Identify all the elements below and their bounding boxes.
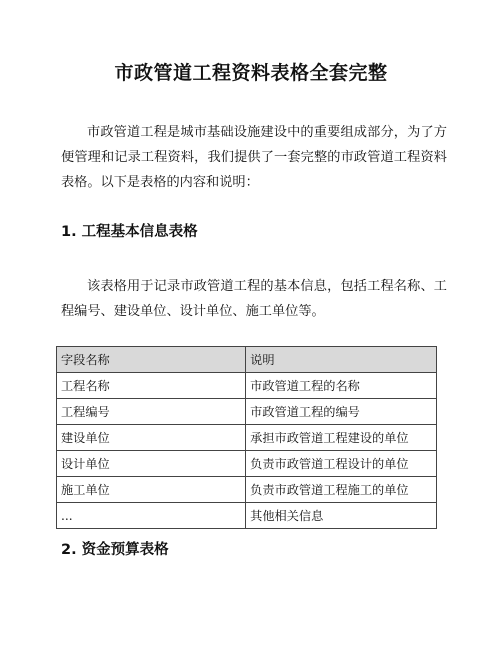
column-header-description: 说明	[246, 347, 437, 373]
section-heading-basic-info: 1. 工程基本信息表格	[61, 224, 198, 240]
table-cell-field: 工程名称	[57, 373, 246, 399]
section-heading-budget: 2. 资金预算表格	[61, 542, 169, 558]
table-row	[57, 373, 437, 399]
table-cell-description: 负责市政管道工程施工的单位	[246, 477, 437, 503]
table-row	[57, 477, 437, 503]
table-cell-description: 负责市政管道工程设计的单位	[246, 451, 437, 477]
table-header-row	[57, 347, 437, 373]
table-cell-description: 市政管道工程的编号	[246, 399, 437, 425]
table-row	[57, 425, 437, 451]
table-cell-field: 工程编号	[57, 399, 246, 425]
table-cell-field: 设计单位	[57, 451, 246, 477]
column-header-field-name: 字段名称	[57, 347, 246, 373]
section-description-basic-info: 该表格用于记录市政管道工程的基本信息，包括工程名称、工程编号、建设单位、设计单位、施工单位等。	[61, 279, 447, 319]
intro-paragraph: 市政管道工程是城市基础设施建设中的重要组成部分，为了方便管理和记录工程资料，我们提供了一套完整的市政管道工程资料表格。以下是表格的内容和说明：	[61, 125, 447, 190]
basic-info-table	[56, 346, 437, 529]
table-cell-field: 建设单位	[57, 425, 246, 451]
table-row	[57, 503, 437, 529]
table-cell-description: 其他相关信息	[246, 503, 437, 529]
document-title: 市政管道工程资料表格全套完整	[114, 62, 388, 84]
table-row	[57, 399, 437, 425]
table-cell-description: 承担市政管道工程建设的单位	[246, 425, 437, 451]
table-cell-field: ...	[57, 503, 246, 529]
table-row	[57, 451, 437, 477]
table-cell-description: 市政管道工程的名称	[246, 373, 437, 399]
table-cell-field: 施工单位	[57, 477, 246, 503]
